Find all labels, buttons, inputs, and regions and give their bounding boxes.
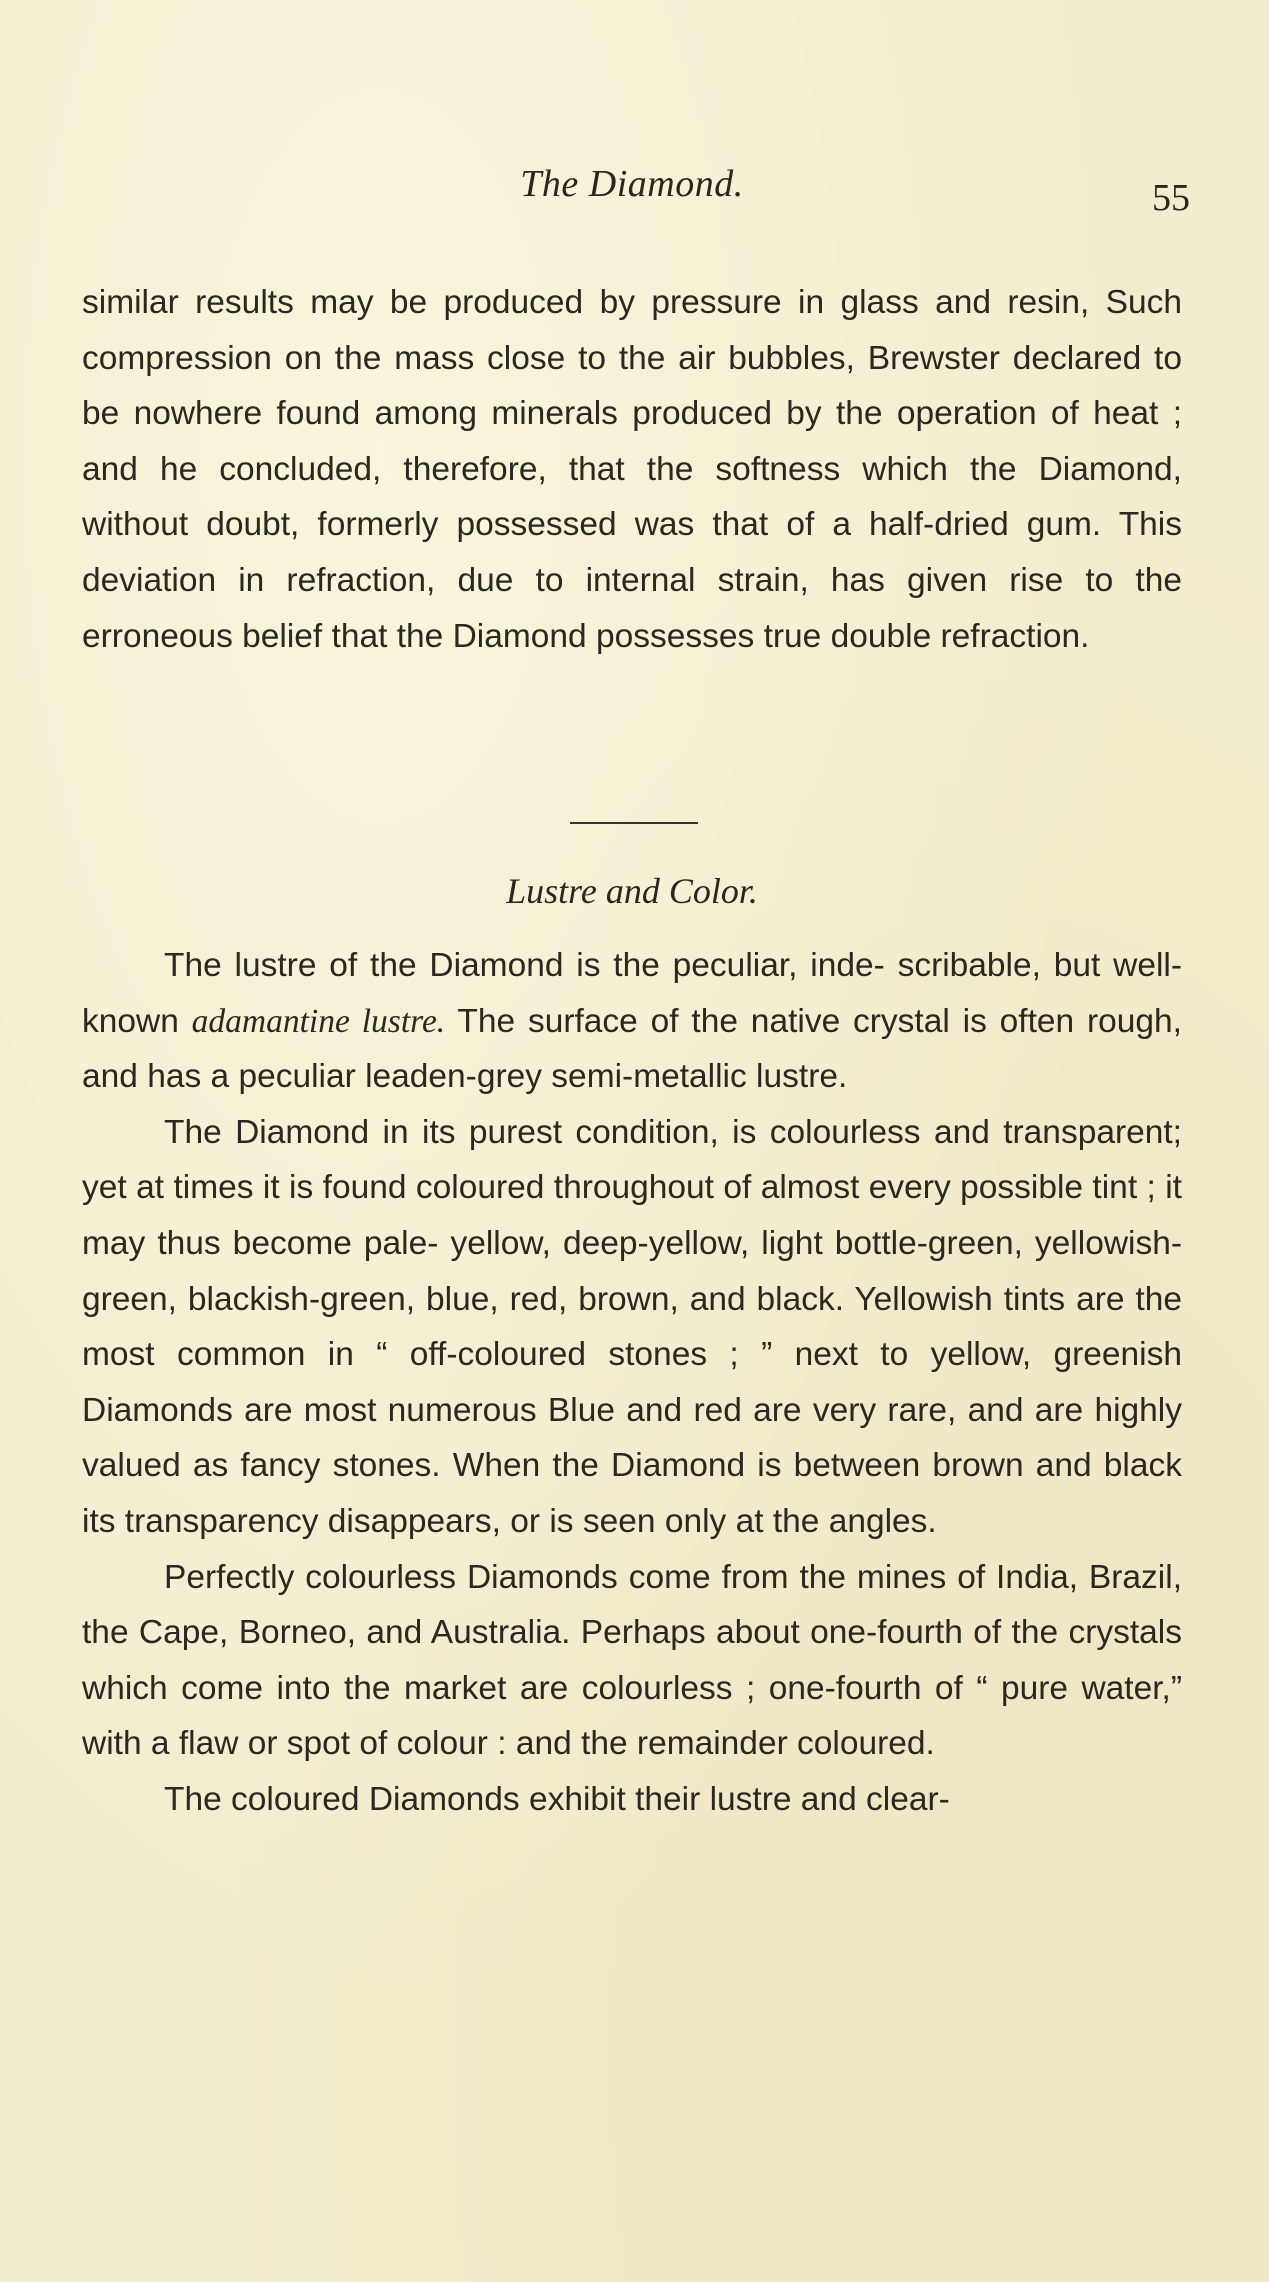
paragraph-colour: The Diamond in its purest condition, is colourless and transparent; yet at times it is found coloured throughout of almost every possible tint ; it may thus become pale- yellow, deep-yellow, light bottle-green, yellowish-green, blackish-green, blue, red, brown, and black. Yellowish tints are the most common in “ off-coloured stones ; ” next to yellow, greenish Diamonds are most numerous Blue and red are very rare, and are highly valued as fancy stones. When the Diamond is between brown and black its transparency disappears, or is seen only at the angles.	[82, 1113, 1182, 1540]
paragraph-coloured: The coloured Diamonds exhibit their lustre and clear-	[164, 1780, 950, 1818]
section-heading: Lustre and Color.	[506, 871, 758, 911]
paragraph-lustre	[82, 938, 1182, 1105]
continued-paragraph	[82, 275, 1182, 664]
section-body	[82, 938, 1182, 1828]
italic-term: adamantine lustre.	[191, 1002, 446, 1040]
paragraph-colourless: Perfectly colourless Diamonds come from the mines of India, Brazil, the Cape, Borneo, and Australia. Perhaps about one-fourth of the crystals which come into the market are colourless ; one-fourth of “ pure water,” with a flaw or spot of colour : and the remainder coloured.	[82, 1558, 1182, 1763]
running-head	[82, 162, 1190, 222]
running-title: The Diamond.	[520, 163, 744, 205]
section-divider	[570, 822, 698, 824]
paragraph-lustre-end: The surface of the native crystal is often rough, and has a peculiar leaden-grey semi-metallic lustre.	[82, 1002, 1182, 1096]
paragraph-text: similar results may be produced by pressure in glass and resin, Such compression on the mass close to the air bubbles, Brewster declared to be nowhere found among minerals produced by the operation of heat ; and he concluded, therefore, that the softness which the Diamond, without doubt, formerly possessed was that of a half-dried gum. This deviation in refraction, due to internal strain, has given rise to the erroneous belief that the Diamond possesses true double refraction.	[82, 284, 1182, 655]
paragraph-lustre-start: The lustre of the Diamond is the peculiar, inde- scribable, but well-known	[82, 947, 1182, 1040]
page-number: 55	[1152, 177, 1190, 219]
